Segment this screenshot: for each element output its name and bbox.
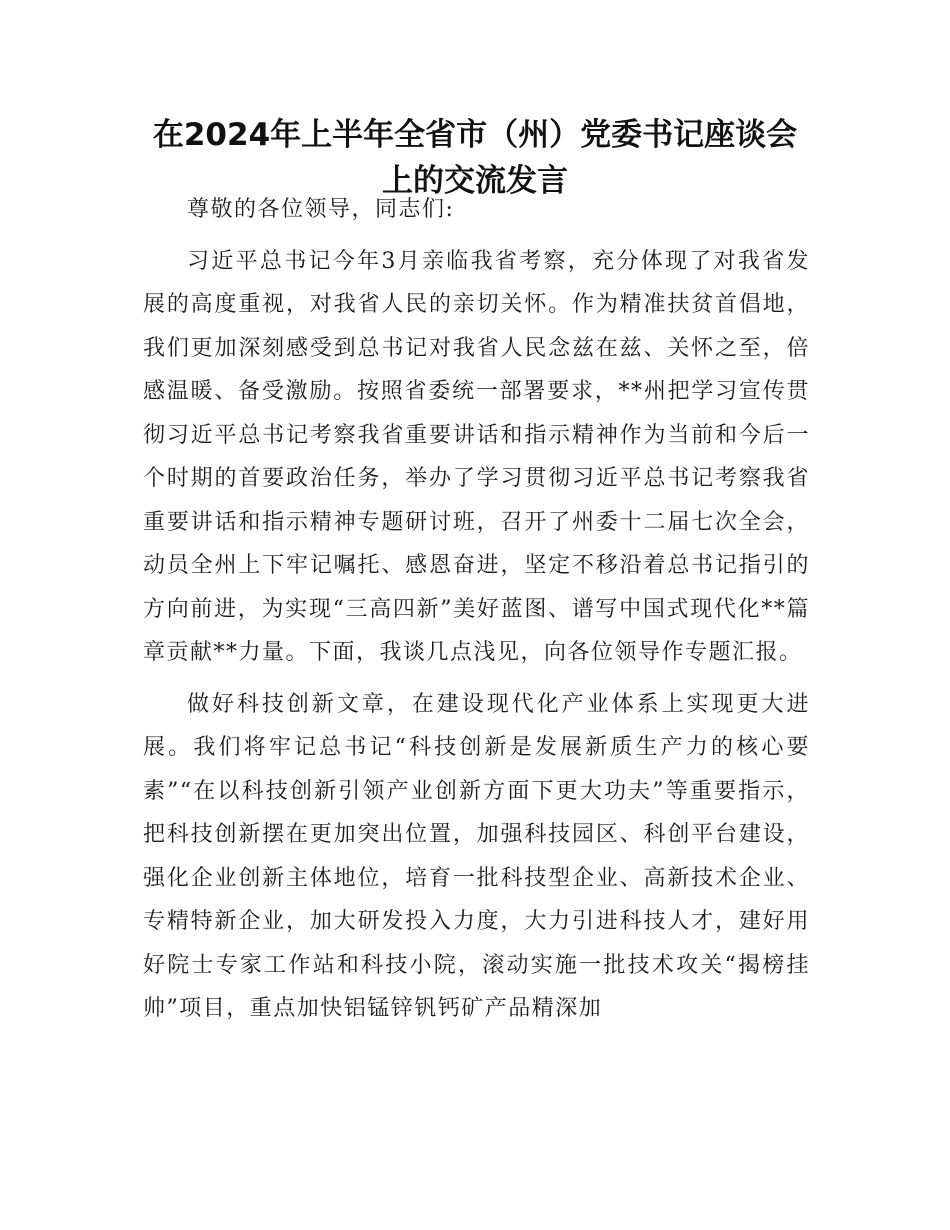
- document-body: [143, 188, 810, 1039]
- salutation: 尊敬的各位领导，同志们:: [187, 197, 455, 222]
- paragraph-tech-innovation: 做好科技创新文章，在建设现代化产业体系上实现更大进展。我们将牢记总书记“科技创新是发展新质生产力的核心要素”“在以科技创新引领产业创新方面下更大功夫”等重要指示，把科技创新摆在更加突出位置，加强科技园区、科创平台建设，强化企业创新主体地位，培育一批科技型企业、高新技术企业、专精特新企业，加大研发投入力度，大力引进科技人才，建好用好院士专家工作站和科技小院，滚动实施一批技术攻关“揭榜挂帅”项目，重点加快铝锰锌钒钙矿产品精深加: [143, 691, 810, 1021]
- paragraph-intro: 习近平总书记今年3月亲临我省考察，充分体现了对我省发展的高度重视，对我省人民的亲切关怀。作为精准扶贫首倡地，我们更加深刻感受到总书记对我省人民念兹在兹、关怀之至，倍感温暖、备受激励。按照省委统一部署要求，**州把学习宣传贯彻习近平总书记考察我省重要讲话和指示精神作为当前和今后一个时期的首要政治任务，举办了学习贯彻习近平总书记考察我省重要讲话和指示精神专题研讨班，召开了州委十二届七次全会，动员全州上下牢记嘱托、感恩奋进，坚定不移沿着总书记指引的方向前进，为实现“三高四新”美好蓝图、谱写中国式现代化**篇章贡献**力量。下面，我谈几点浅见，向各位领导作专题汇报。: [143, 248, 810, 665]
- document-title: 在2024年上半年全省市（州）党委书记座谈会上的交流发言: [152, 117, 798, 199]
